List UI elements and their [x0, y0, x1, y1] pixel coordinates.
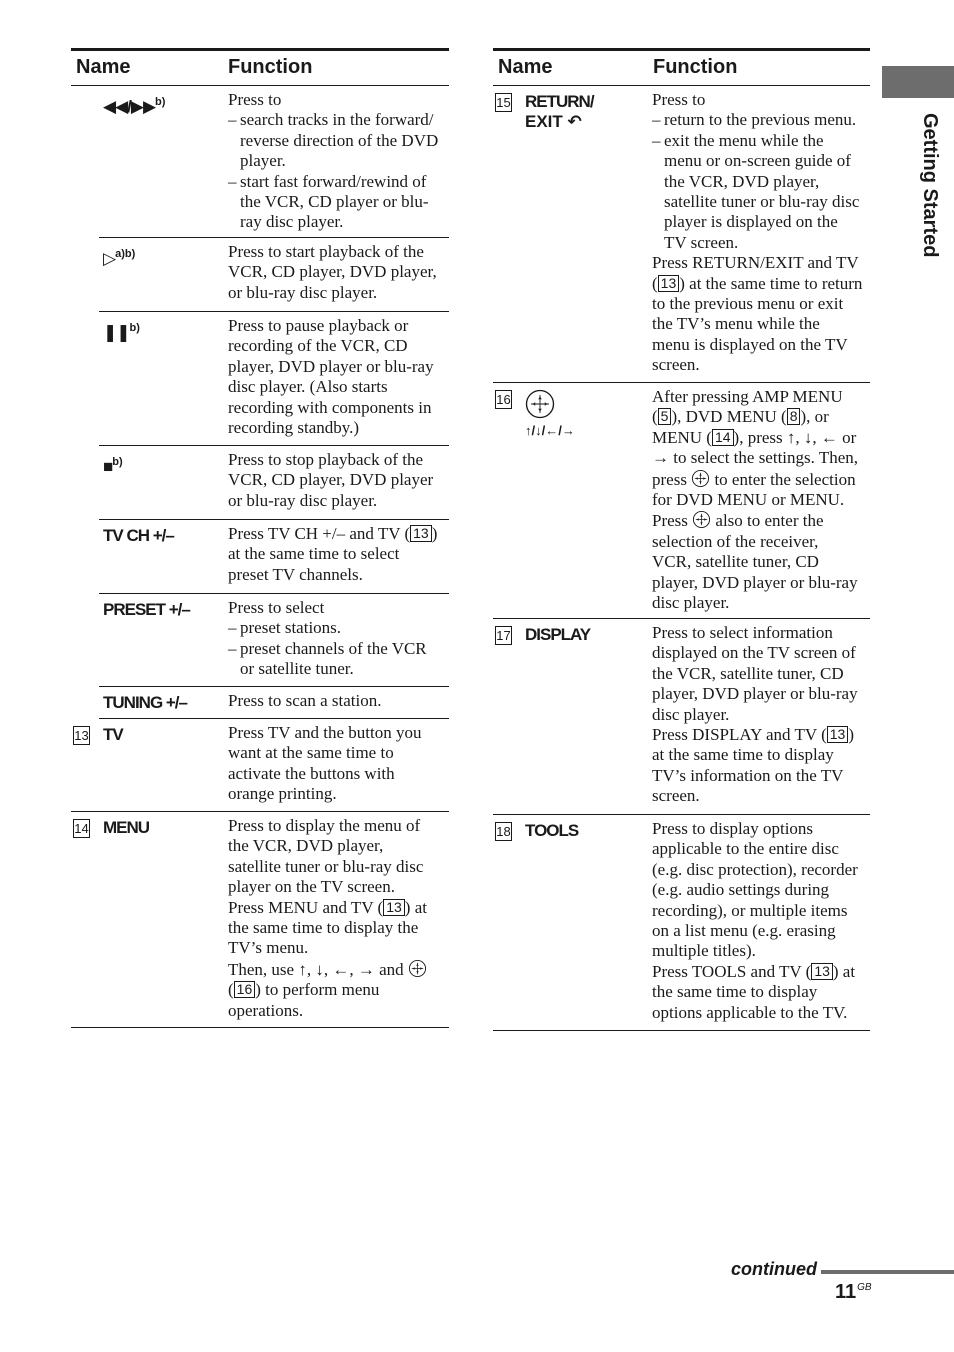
dash-bullet: –	[228, 171, 237, 191]
line-text: ) at	[404, 897, 427, 917]
line-text: VCR, CD player, DVD player,	[228, 262, 437, 282]
description-line	[228, 110, 450, 130]
description-line	[652, 593, 872, 613]
line-text: activate the buttons with	[228, 763, 395, 783]
line-text: Press	[652, 511, 688, 531]
line-text: ) to perform menu	[255, 980, 380, 1000]
description-line	[228, 377, 450, 397]
line-text: player.	[240, 151, 286, 171]
line-text: preset stations.	[240, 618, 342, 638]
header-name: Name	[498, 56, 553, 78]
description-line	[652, 192, 872, 212]
line-text: → to select the settings. Then,	[652, 448, 859, 468]
description-line	[228, 524, 450, 544]
dash-bullet: –	[228, 618, 237, 638]
line-text: Press DISPLAY and TV (	[652, 725, 827, 745]
description-line	[652, 448, 872, 468]
button-label: PRESET +/–	[103, 600, 190, 619]
reference-number: 13	[658, 275, 680, 292]
description-line	[228, 151, 450, 171]
button-name	[525, 92, 594, 132]
line-text: Press to pause playback or	[228, 316, 409, 335]
button-name	[103, 318, 140, 343]
description-line	[652, 1003, 872, 1023]
description-line	[228, 598, 450, 618]
description-line	[652, 552, 872, 572]
button-name	[103, 693, 187, 713]
description-line	[652, 355, 872, 375]
line-text: ), or	[800, 407, 829, 427]
line-text: the same time to display the	[228, 918, 419, 938]
line-text: on a list menu (e.g. erasing	[652, 921, 836, 941]
function-description	[652, 90, 872, 376]
button-name	[525, 625, 590, 645]
button-label-line2: EXIT ↶	[525, 112, 582, 131]
description-line	[228, 743, 450, 763]
function-description	[652, 819, 872, 1023]
reference-number: 8	[787, 408, 801, 425]
line-text: (e.g. audio settings during	[652, 880, 830, 900]
header-name: Name	[76, 56, 131, 78]
button-label: DISPLAY	[525, 625, 591, 644]
reference-number: 5	[658, 408, 672, 425]
description-line	[652, 335, 872, 355]
description-line	[652, 901, 872, 921]
line-text: )	[848, 725, 854, 745]
line-text: to enter the selection	[710, 469, 856, 489]
description-line	[228, 565, 450, 585]
line-text: Press to display options	[652, 819, 814, 838]
line-text: start fast forward/rewind of	[240, 171, 427, 191]
description-line	[228, 816, 450, 836]
button-label: TUNING +/–	[103, 693, 187, 712]
description-line	[228, 691, 450, 711]
line-text: screen.	[652, 355, 700, 375]
line-text: Press to start playback of the	[228, 242, 424, 261]
line-text: recording), or multiple items	[652, 900, 848, 920]
line-text: Press MENU and TV (	[228, 897, 384, 917]
item-number: 17	[496, 628, 511, 643]
enter-icon	[408, 959, 427, 978]
description-line	[652, 253, 872, 273]
description-line	[652, 532, 872, 552]
line-text: options applicable to the TV.	[652, 1002, 848, 1022]
button-name	[103, 92, 165, 117]
button-name	[103, 452, 123, 477]
line-text: or satellite tuner.	[240, 659, 354, 679]
reference-number: 14	[712, 429, 734, 446]
footnote-marker: b)	[155, 96, 166, 108]
header-function: Function	[228, 56, 313, 78]
description-line	[228, 980, 450, 1000]
enter-icon	[691, 469, 710, 488]
continued-bar	[821, 1270, 954, 1274]
line-text: player is displayed on the	[664, 212, 838, 232]
description-line	[652, 490, 872, 510]
button-name	[103, 725, 123, 745]
description-line	[228, 357, 450, 377]
section-tab-marker	[882, 66, 954, 98]
line-text: disc player. (Also starts	[228, 377, 388, 397]
table-row-tuning-buttons	[99, 687, 449, 719]
description-line	[652, 314, 872, 334]
line-text: orange printing.	[228, 784, 337, 804]
description-line	[228, 723, 450, 743]
line-text: exit the menu while the	[664, 130, 824, 150]
function-description	[228, 450, 450, 511]
line-text: TV screen.	[664, 232, 739, 252]
description-line	[228, 418, 450, 438]
line-text: operations.	[228, 1000, 304, 1020]
description-line	[652, 110, 872, 130]
line-text: the VCR, satellite tuner, CD	[652, 663, 844, 683]
description-line	[228, 918, 450, 938]
line-text: (	[652, 407, 658, 427]
line-text: the VCR, DVD player,	[228, 836, 384, 856]
table-row-play-button	[99, 238, 449, 312]
button-name	[525, 389, 575, 441]
button-label: TV	[103, 725, 123, 744]
button-label: TOOLS	[525, 821, 579, 840]
description-line	[228, 836, 450, 856]
table-row-display-button	[493, 619, 870, 815]
line-text: at the same time to display	[652, 745, 834, 765]
description-line	[652, 860, 872, 880]
description-line	[652, 131, 872, 151]
description-line	[652, 766, 872, 786]
function-description	[652, 623, 872, 807]
line-text: menu is displayed on the TV	[652, 334, 848, 354]
description-line	[228, 212, 450, 232]
button-label: TV CH +/–	[103, 526, 174, 545]
line-text: Press to	[228, 90, 282, 109]
line-text: multiple titles).	[652, 941, 756, 961]
description-line	[228, 242, 450, 262]
description-line	[228, 857, 450, 877]
line-text: the VCR, CD player or blu-	[240, 192, 429, 212]
line-text: for DVD MENU or MENU.	[652, 490, 845, 510]
item-number: 13	[74, 728, 89, 743]
description-line	[652, 573, 872, 593]
description-line	[652, 428, 872, 448]
line-text: press	[652, 469, 687, 489]
line-text: recording with components in	[228, 397, 432, 417]
line-text: Then, use ↑, ↓, ←, → and	[228, 959, 404, 979]
line-text: Press TV CH +/– and TV (	[228, 524, 411, 543]
line-text: disc player.	[652, 593, 730, 613]
line-text: preset channels of the VCR	[240, 638, 427, 658]
line-text: screen.	[652, 786, 700, 806]
description-line	[652, 921, 872, 941]
line-text: or blu-ray disc player.	[228, 490, 378, 510]
description-line	[228, 316, 450, 336]
description-line	[228, 898, 450, 918]
description-line	[652, 745, 872, 765]
line-text: or blu-ray disc player.	[228, 282, 378, 302]
button-name	[103, 244, 135, 269]
dash-bullet: –	[228, 638, 237, 658]
table-row-tv-channel-buttons	[99, 520, 449, 594]
description-line	[652, 469, 872, 490]
button-name	[103, 818, 149, 838]
description-line	[228, 938, 450, 958]
button-label: MENU	[103, 818, 150, 837]
description-line	[652, 880, 872, 900]
line-text: Press to select information	[652, 623, 833, 642]
line-text: to the previous menu or exit	[652, 294, 844, 314]
description-line	[228, 262, 450, 282]
table-row-preset-buttons	[99, 594, 449, 687]
line-text: ray disc player.	[240, 212, 344, 232]
function-description	[228, 598, 450, 680]
line-text: return to the previous menu.	[664, 110, 857, 130]
reference-number: 13	[827, 726, 849, 743]
item-number: 15	[496, 95, 511, 110]
description-line	[652, 941, 872, 961]
description-line	[228, 470, 450, 490]
section-label: Getting Started	[919, 113, 941, 258]
description-line	[228, 784, 450, 804]
description-line	[228, 877, 450, 897]
dash-bullet: –	[652, 110, 661, 130]
description-line	[228, 1001, 450, 1021]
button-name	[103, 526, 174, 546]
description-line	[652, 294, 872, 314]
description-line	[652, 684, 872, 704]
description-line	[228, 192, 450, 212]
line-text: ), press ↑, ↓, ← or	[733, 427, 857, 447]
function-description	[228, 316, 450, 438]
line-text: Press to stop playback of the	[228, 450, 423, 469]
table-row-pause-button	[99, 312, 449, 446]
description-line	[652, 839, 872, 859]
line-text: After pressing AMP MENU	[652, 387, 843, 406]
line-text: ) at the same time to return	[679, 273, 863, 293]
line-text: at the same time to select	[228, 544, 400, 564]
line-text: displayed on the TV screen of	[652, 643, 856, 663]
function-description	[228, 524, 450, 585]
left-function-table	[71, 48, 449, 1028]
line-text: Press to	[652, 90, 706, 109]
description-line	[228, 90, 450, 110]
line-text: recording standby.)	[228, 418, 360, 438]
line-text: (e.g. disc protection), recorder	[652, 859, 858, 879]
description-line	[652, 172, 872, 192]
table-row-enter-arrow-buttons	[493, 383, 870, 619]
table-header	[493, 48, 870, 86]
line-text: Press to display the menu of	[228, 816, 421, 835]
right-function-table	[493, 48, 870, 1031]
description-line	[652, 725, 872, 745]
description-line	[228, 283, 450, 303]
function-description	[228, 691, 450, 711]
dash-bullet: –	[228, 110, 237, 130]
line-text: applicable to the entire disc	[652, 839, 839, 859]
line-text: disc player.	[652, 704, 730, 724]
line-text: want at the same time to	[228, 743, 394, 763]
line-text: reverse direction of the DVD	[240, 130, 439, 150]
line-text: satellite tuner or blu-ray disc	[228, 856, 424, 876]
item-number: 16	[496, 392, 511, 407]
line-text: player on the TV screen.	[228, 877, 395, 897]
description-line	[652, 786, 872, 806]
line-text: also to enter the	[711, 511, 824, 531]
line-text: (	[228, 980, 234, 1000]
line-text: Press TV and the button you	[228, 723, 422, 742]
line-text: menu or on-screen guide of	[664, 151, 851, 171]
description-line	[228, 544, 450, 564]
description-line	[652, 705, 872, 725]
footnote-marker: a)b)	[115, 248, 136, 260]
line-text: the VCR, DVD player,	[664, 171, 820, 191]
line-text: player, DVD player or blu-ray	[652, 572, 858, 592]
line-text: Press to scan a station.	[228, 691, 382, 710]
table-row-tools-button	[493, 815, 870, 1031]
line-text: VCR, CD player, DVD player	[228, 470, 434, 490]
header-function: Function	[653, 56, 738, 78]
description-line	[652, 274, 872, 294]
description-line	[652, 623, 872, 643]
line-text: (	[652, 273, 658, 293]
description-line	[652, 819, 872, 839]
description-line	[228, 398, 450, 418]
description-line	[228, 336, 450, 356]
line-text: ) at	[832, 961, 856, 981]
line-text: player, DVD player or blu-ray	[652, 684, 858, 704]
line-text: recording of the VCR, CD	[228, 336, 408, 356]
reference-number: 13	[811, 963, 833, 980]
description-line	[652, 962, 872, 982]
continued-label: continued	[731, 1259, 817, 1279]
reference-number: 13	[410, 525, 432, 542]
description-line	[652, 510, 872, 531]
function-description	[228, 90, 450, 233]
line-text: search tracks in the forward/	[240, 110, 434, 130]
table-row-rewind-forward-buttons	[99, 86, 449, 238]
button-name	[103, 600, 190, 620]
line-text: player, DVD player or blu-ray	[228, 356, 434, 376]
function-description	[228, 242, 450, 303]
table-row-tv-button	[71, 719, 449, 812]
enter-icon	[692, 510, 711, 529]
description-line	[652, 982, 872, 1002]
function-description	[228, 816, 450, 1021]
line-text: Press RETURN/EXIT and TV	[652, 253, 859, 273]
description-line	[652, 90, 872, 110]
description-line	[652, 151, 872, 171]
description-line	[228, 172, 450, 192]
reference-number: 16	[234, 981, 256, 998]
line-text: TV’s information on the TV	[652, 765, 844, 785]
description-line	[652, 643, 872, 663]
table-row-stop-button	[99, 446, 449, 520]
description-line	[228, 639, 450, 659]
line-text: VCR, satellite tuner, CD	[652, 552, 819, 572]
line-text: the TV’s menu while the	[652, 314, 820, 334]
function-description	[228, 723, 450, 805]
button-label: ◀◀/▶▶	[103, 97, 156, 116]
button-label: ■	[103, 457, 113, 476]
description-line	[228, 618, 450, 638]
button-label: RETURN/	[525, 92, 594, 111]
line-text: TV’s menu.	[228, 938, 309, 958]
line-text: MENU (	[652, 427, 712, 447]
dash-bullet: –	[652, 130, 661, 150]
line-text: ), DVD MENU (	[671, 407, 787, 427]
button-label: ❚❚	[103, 323, 130, 342]
description-line	[652, 212, 872, 232]
item-number: 18	[496, 824, 511, 839]
description-line	[652, 233, 872, 253]
function-description	[652, 387, 872, 613]
item-number: 14	[74, 821, 89, 836]
description-line	[228, 131, 450, 151]
page-number: $11^{GB}$	[835, 1281, 872, 1303]
description-line	[228, 659, 450, 679]
enter-button-icon	[525, 389, 555, 419]
line-text: Press to select	[228, 598, 325, 617]
line-text: satellite tuner or blu-ray disc	[664, 192, 860, 212]
line-text: )	[431, 524, 438, 543]
reference-number: 13	[383, 899, 405, 916]
description-line	[228, 491, 450, 511]
description-line	[652, 387, 872, 407]
table-row-return-exit-button	[493, 86, 870, 383]
line-text: the same time to display	[652, 982, 818, 1002]
line-text: selection of the receiver,	[652, 531, 819, 551]
description-line	[652, 664, 872, 684]
description-line	[228, 764, 450, 784]
footnote-marker: b)	[129, 322, 140, 334]
line-text: preset TV channels.	[228, 564, 363, 584]
description-line	[652, 407, 872, 427]
button-name	[525, 821, 578, 841]
button-label-line2: ↑/↓/←/→	[525, 423, 575, 438]
line-text: Press TOOLS and TV (	[652, 961, 812, 981]
description-line	[228, 450, 450, 470]
button-label: ▷	[103, 249, 116, 268]
footnote-marker: b)	[112, 456, 123, 468]
description-line	[228, 959, 450, 980]
table-header	[71, 48, 449, 86]
table-row-menu-button	[71, 812, 449, 1028]
